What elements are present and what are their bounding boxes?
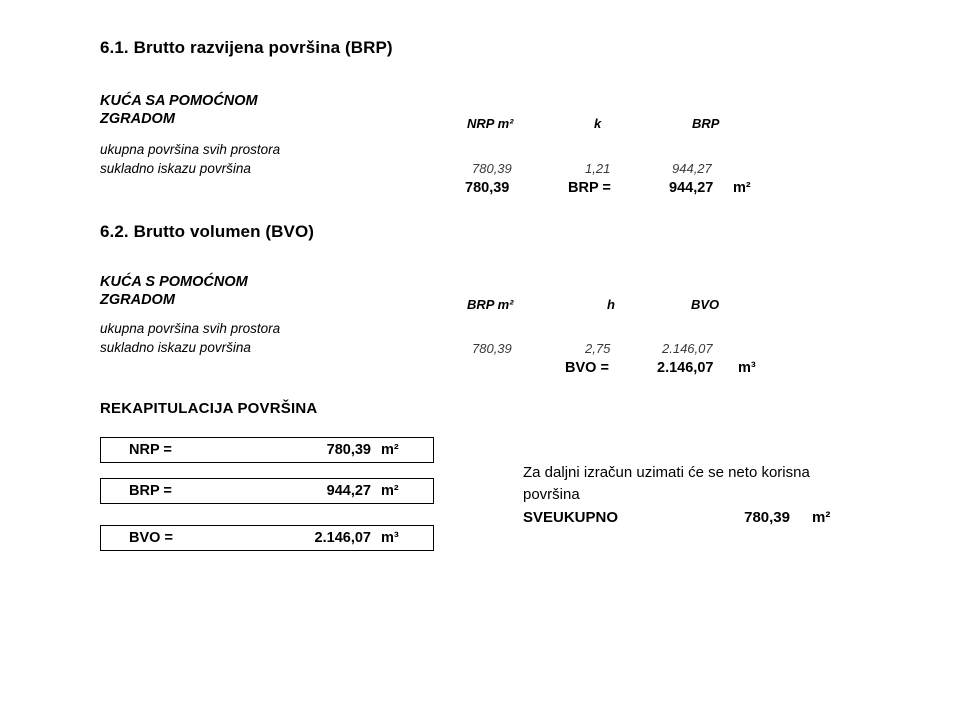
bvo-block-title (100, 273, 248, 309)
brp-block-title (100, 92, 258, 128)
note-text-line1: Za daljni izračun uzimati će se neto korisna (523, 464, 810, 481)
section-heading-bvo: 6.2. Brutto volumen (BVO) (100, 222, 315, 241)
bvo-column-header-h: h (607, 297, 615, 312)
recap-row-brp (100, 478, 434, 504)
recap-value-nrp: 780,39 (326, 442, 371, 458)
bvo-value-brp: 780,39 (472, 341, 512, 356)
recap-unit-nrp: m² (381, 442, 399, 458)
brp-column-header-brp: BRP (692, 116, 720, 131)
bvo-value-h: 2,75 (585, 341, 611, 356)
recap-label-brp: BRP = (129, 483, 172, 499)
recap-label-bvo: BVO = (129, 530, 173, 546)
brp-description (100, 140, 280, 178)
recap-unit-brp: m² (381, 483, 399, 499)
bvo-column-header-brp: BRP m² (467, 297, 514, 312)
brp-column-header-nrp: NRP m² (467, 116, 514, 131)
brp-summary-nrp: 780,39 (465, 180, 510, 196)
brp-description-line2: sukladno iskazu površina (100, 161, 251, 176)
recap-value-brp: 944,27 (326, 483, 371, 499)
recap-value-bvo: 2.146,07 (314, 530, 371, 546)
brp-column-header-k: k (594, 116, 602, 131)
bvo-block-title-line2: ZGRADOM (100, 292, 175, 308)
brp-value-k: 1,21 (585, 161, 611, 176)
brp-description-line1: ukupna površina svih prostora (100, 142, 281, 157)
brp-value-nrp: 780,39 (472, 161, 512, 176)
brp-value-brp: 944,27 (672, 161, 712, 176)
note-text-line2: površina (523, 486, 580, 503)
recap-unit-bvo: m³ (381, 530, 399, 546)
recap-row-nrp (100, 437, 434, 463)
brp-block-title-line1: KUĆA SA POMOĆNOM (100, 93, 258, 109)
bvo-column-header-bvo: BVO (691, 297, 720, 312)
bvo-description-line1: ukupna površina svih prostora (100, 321, 281, 336)
brp-summary-label: BRP = (568, 180, 611, 196)
brp-block-title-line2: ZGRADOM (100, 111, 175, 127)
bvo-summary-label: BVO = (565, 360, 609, 376)
bvo-description (100, 319, 280, 357)
bvo-description-line2: sukladno iskazu površina (100, 340, 251, 355)
note-text (523, 462, 810, 506)
section-heading-brp: 6.1. Brutto razvijena površina (BRP) (100, 38, 393, 57)
note-total-value: 780,39 (744, 509, 790, 526)
recap-heading: REKAPITULACIJA POVRŠINA (100, 400, 318, 417)
brp-summary-value: 944,27 (669, 180, 714, 196)
bvo-value-bvo: 2.146,07 (662, 341, 713, 356)
recap-row-bvo (100, 525, 434, 551)
note-total-label: SVEUKUPNO (523, 509, 619, 526)
bvo-block-title-line1: KUĆA S POMOĆNOM (100, 274, 248, 290)
brp-summary-unit: m² (733, 180, 751, 196)
recap-label-nrp: NRP = (129, 442, 172, 458)
bvo-summary-value: 2.146,07 (657, 360, 714, 376)
note-total-unit: m² (812, 509, 831, 526)
bvo-summary-unit: m³ (738, 360, 756, 376)
